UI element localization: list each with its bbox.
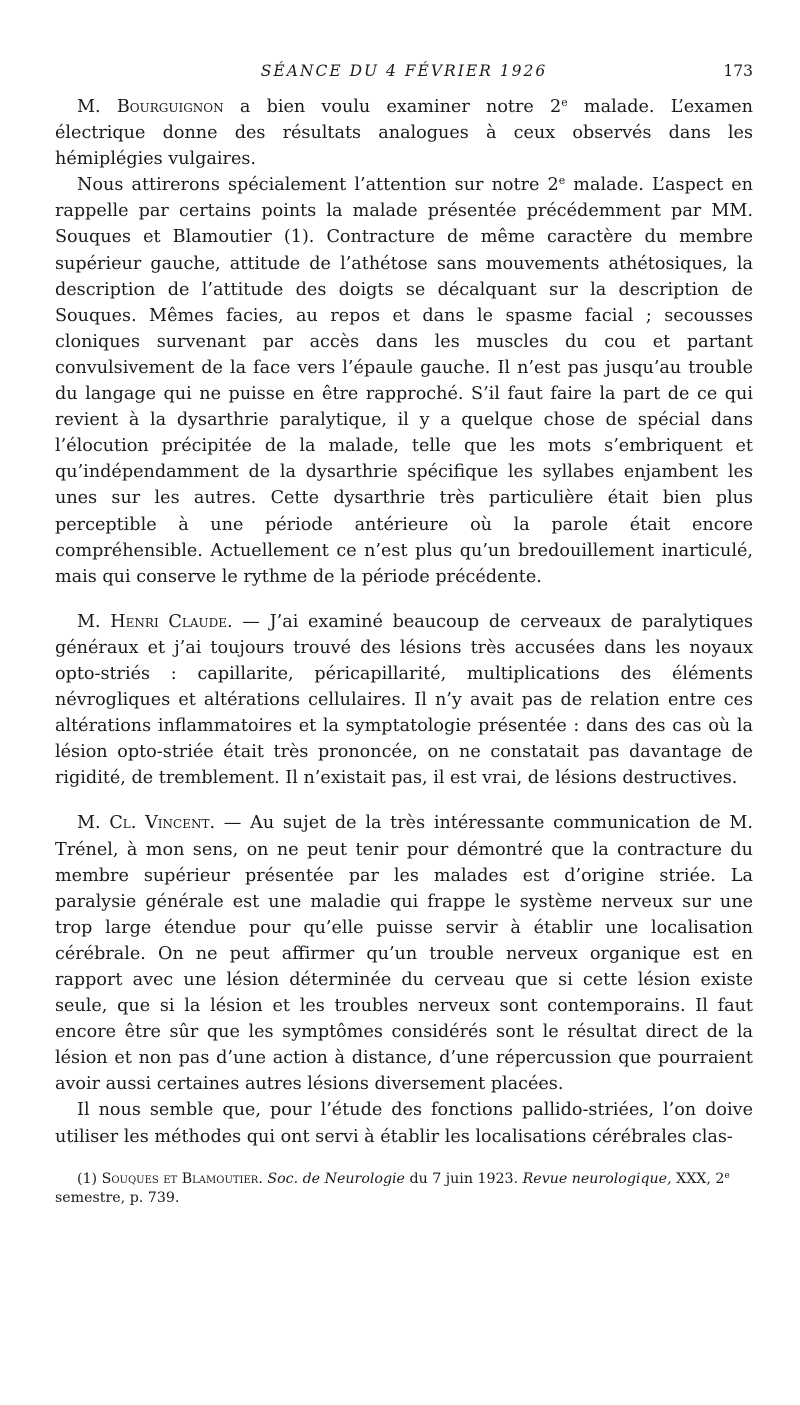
speaker-name: M. Henri Claude.	[77, 611, 233, 632]
page-number: 173	[723, 62, 753, 80]
footnote-authors: Souques et Blamoutier.	[101, 1170, 263, 1187]
paragraph-second-malade	[55, 172, 753, 590]
footnote-journal: Revue neurologique,	[522, 1170, 672, 1187]
paragraph-text: — Au sujet de la très intéressante communication de M. Trénel, à mon sens, on ne peut tenir pour démontré que la contracture du membre supérieur présentée par les malades est d’origine striée. La paralysie générale est une maladie qui frappe le système nerveux sur une trop large étendue pour qu’elle puisse servir à établir une localisation cérébrale. On ne peut affirmer qu’un trouble nerveux organique est en rapport avec une lésion déterminée du cerveau que si cette lésion existe seule, que si la lésion et les troubles nerveux sont contemporains. Il faut encore être sûr que les symptômes considérés sont le résultat direct de la lésion et non pas d’une action à distance, d’une répercussion que pourraient avoir aussi certaines autres lésions diversement placées.	[55, 813, 753, 1095]
speaker-name: M. Cl. Vincent.	[77, 813, 216, 834]
paragraph-claude	[55, 609, 753, 792]
footnote-rest: semestre, p. 739.	[55, 1189, 180, 1206]
footnote-society: Soc. de Neurologie	[267, 1170, 405, 1187]
superscript: e	[724, 1170, 730, 1181]
running-header	[55, 58, 753, 88]
paragraph-pallido-striees	[55, 1097, 753, 1149]
superscript: e	[561, 96, 568, 109]
footnote-volume: XXX, 2	[676, 1170, 725, 1187]
paragraph-text-cont: malade. L’examen électrique donne des résultats analogues à ceux observés dans les hémiplégies vulgaires.	[55, 97, 754, 170]
paragraph-text: — J’ai examiné beaucoup de cerveaux de paralytiques généraux et j’ai toujours trouvé des lésions très accusées dans les noyaux opto-striés : capillarite, péricapillarité, multiplications des éléments névrogliques et altérations cellulaires. Il n’y avait pas de relation entre ces altérations inflammatoires et la symptatologie présentée : dans des cas où la lésion opto-striée était très prononcée, on ne constatait pas davantage de rigidité, de tremblement. Il n’existait pas, il est vrai, de lésions destructives.	[55, 611, 754, 789]
paragraph-text: Il nous semble que, pour l’étude des fonctions pallido-striées, l’on doive utiliser les méthodes qui ont servi à établir les localisations cérébrales clas-	[55, 1100, 753, 1147]
footnote-date: du 7 juin 1923.	[409, 1170, 519, 1187]
superscript: e	[558, 174, 566, 188]
running-title: SÉANCE DU 4 FÉVRIER 1926	[260, 62, 548, 80]
paragraph-text: Nous attirerons spécialement l’attention sur notre 2	[77, 175, 559, 196]
paragraph-vincent	[55, 810, 753, 1097]
footnote-marker: (1)	[77, 1170, 98, 1187]
paragraph-text: a bien voulu examiner notre 2	[223, 97, 562, 117]
paragraph-bourguignon	[55, 94, 753, 172]
speaker-name: M. Bourguignon	[77, 97, 224, 117]
paragraph-text-cont: malade. L’aspect en rappelle par certains points la malade présentée précédemment par MM. Souques et Blamoutier (1). Contracture de même caractère du membre supérieur gauche, attitude de l’athétose sans mouvements athétosiques, la description de l’attitude des doigts se décalquant sur la description de Souques. Mêmes facies, au repos et dans le spasme facial ; secousses cloniques survenant par accès dans les muscles du cou et partant convulsivement de la face vers l’épaule gauche. Il n’est pas jusqu’au trouble du langage qui ne puisse en être rapproché. S’il faut faire la part de ce qui revient à la dysarthrie paralytique, il y a quelque chose de spécial dans l’élocution précipitée de la malade, telle que les mots s’embriquent et qu’indépendamment de la dysarthrie spécifique les syllabes enjambent les unes sur les autres. Cette dysarthrie très particulière était bien plus perceptible à une période antérieure où la parole était encore compréhensible. Actuellement ce n’est plus qu’un bredouillement inarticulé, mais qui conserve le rythme de la période précédente.	[55, 175, 753, 587]
footnote	[55, 1170, 753, 1208]
document-page	[55, 58, 753, 1208]
